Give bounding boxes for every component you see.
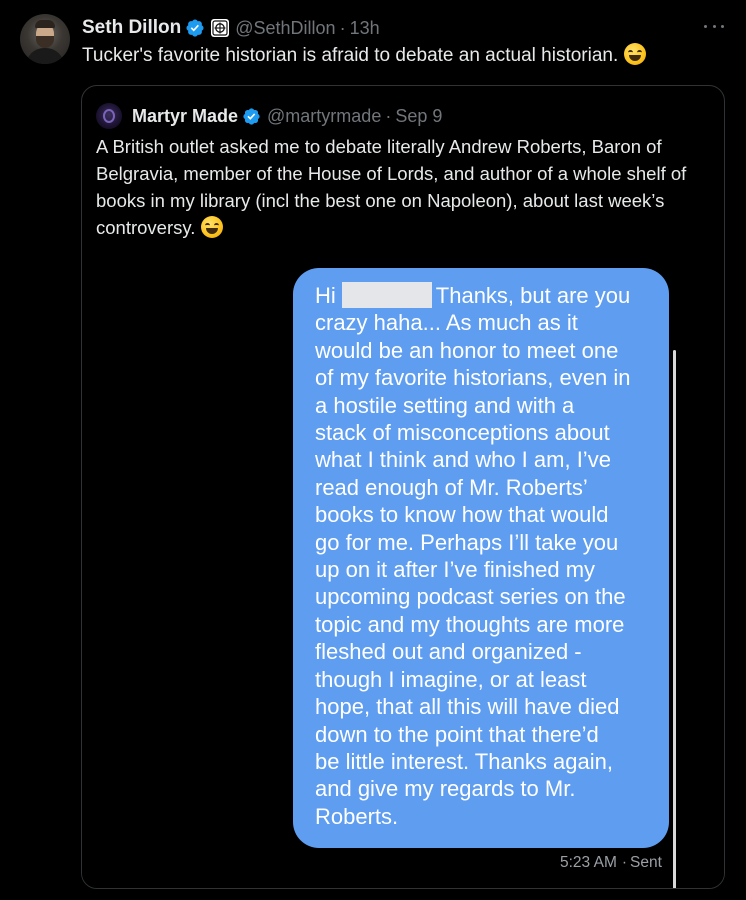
quoted-text-line: A British outlet asked me to debate literally Andrew Roberts, Baron of (96, 136, 662, 157)
avatar-hair-shape (35, 20, 55, 28)
tweet-body (82, 43, 722, 69)
message-line: Roberts. (315, 803, 399, 829)
author-header (82, 15, 380, 41)
scrollbar-indicator (673, 350, 676, 889)
message-line: books to know how that would (315, 502, 609, 528)
more-dot (721, 25, 724, 28)
message-greeting: Hi (315, 283, 336, 308)
quoted-tweet-timestamp[interactable]: Sep 9 (395, 105, 443, 126)
header-separator: · (339, 17, 346, 38)
quoted-author-handle[interactable]: @martyrmade (267, 105, 382, 126)
rolling-on-floor-laughing-emoji-icon (624, 43, 646, 65)
author-handle[interactable]: @SethDillon (235, 17, 336, 38)
avatar-body-shape (26, 48, 64, 64)
quoted-author-avatar[interactable] (96, 103, 122, 129)
message-status: Sent (630, 854, 662, 871)
avatar-beard-shape (36, 36, 54, 48)
affiliation-badge-icon[interactable] (211, 19, 229, 37)
more-dot (704, 25, 707, 28)
tweet-text: Tucker's favorite historian is afraid to debate an actual historian. (82, 45, 619, 66)
message-line: up on it after I’ve finished my (315, 557, 596, 583)
message-line: topic and my thoughts are more (315, 611, 625, 637)
message-line: read enough of Mr. Roberts’ (315, 474, 588, 500)
message-line: stack of misconceptions about (315, 420, 610, 446)
redacted-name-block (342, 282, 432, 308)
message-bubble (293, 268, 669, 848)
message-timestamp: 5:23 AM (560, 854, 617, 871)
message-line: down to the point that there’d (315, 721, 599, 747)
quoted-text-line: Belgravia, member of the House of Lords, and author of a whole shelf of (96, 163, 687, 184)
message-line: what I think and who I am, I’ve (315, 447, 611, 473)
message-line: and give my regards to Mr. (315, 776, 576, 802)
message-line: upcoming podcast series on the (315, 584, 626, 610)
quoted-header-separator: · (385, 105, 392, 126)
quoted-author-header (132, 103, 442, 129)
quoted-tweet-body (96, 133, 716, 241)
more-options-icon[interactable] (704, 16, 724, 36)
message-text (315, 282, 660, 830)
tweet-timestamp[interactable]: 13h (349, 17, 380, 38)
verified-badge-icon[interactable] (185, 18, 205, 38)
quoted-text-last: controversy. (96, 217, 196, 238)
message-line: crazy haha... As much as it (315, 310, 578, 336)
more-dot (713, 25, 716, 28)
message-first-line-rest: Thanks, but are you (435, 283, 631, 308)
message-status-row (560, 854, 662, 872)
quoted-text-line (96, 214, 716, 241)
message-line: go for me. Perhaps I’ll take you (315, 529, 619, 555)
message-line: fleshed out and organized - (315, 639, 582, 665)
message-line: be little interest. Thanks again, (315, 748, 613, 774)
message-line: hope, that all this will have died (315, 694, 620, 720)
verified-badge-icon[interactable] (242, 107, 261, 126)
message-line: a hostile setting and with a (315, 392, 575, 418)
quoted-tweet-card[interactable] (81, 85, 725, 889)
attached-message-screenshot[interactable] (82, 248, 724, 888)
message-first-line (315, 282, 660, 309)
quoted-text-line: books in my library (incl the best one on Napoleon), about last week’s (96, 190, 665, 211)
message-line: of my favorite historians, even in (315, 365, 631, 391)
message-line: would be an honor to meet one (315, 337, 619, 363)
tears-of-joy-emoji-icon (201, 216, 223, 238)
status-separator: · (621, 854, 628, 871)
quoted-author-display-name[interactable]: Martyr Made (132, 105, 239, 126)
author-avatar[interactable] (20, 14, 70, 64)
author-display-name[interactable]: Seth Dillon (82, 17, 182, 38)
message-line: though I imagine, or at least (315, 666, 587, 692)
